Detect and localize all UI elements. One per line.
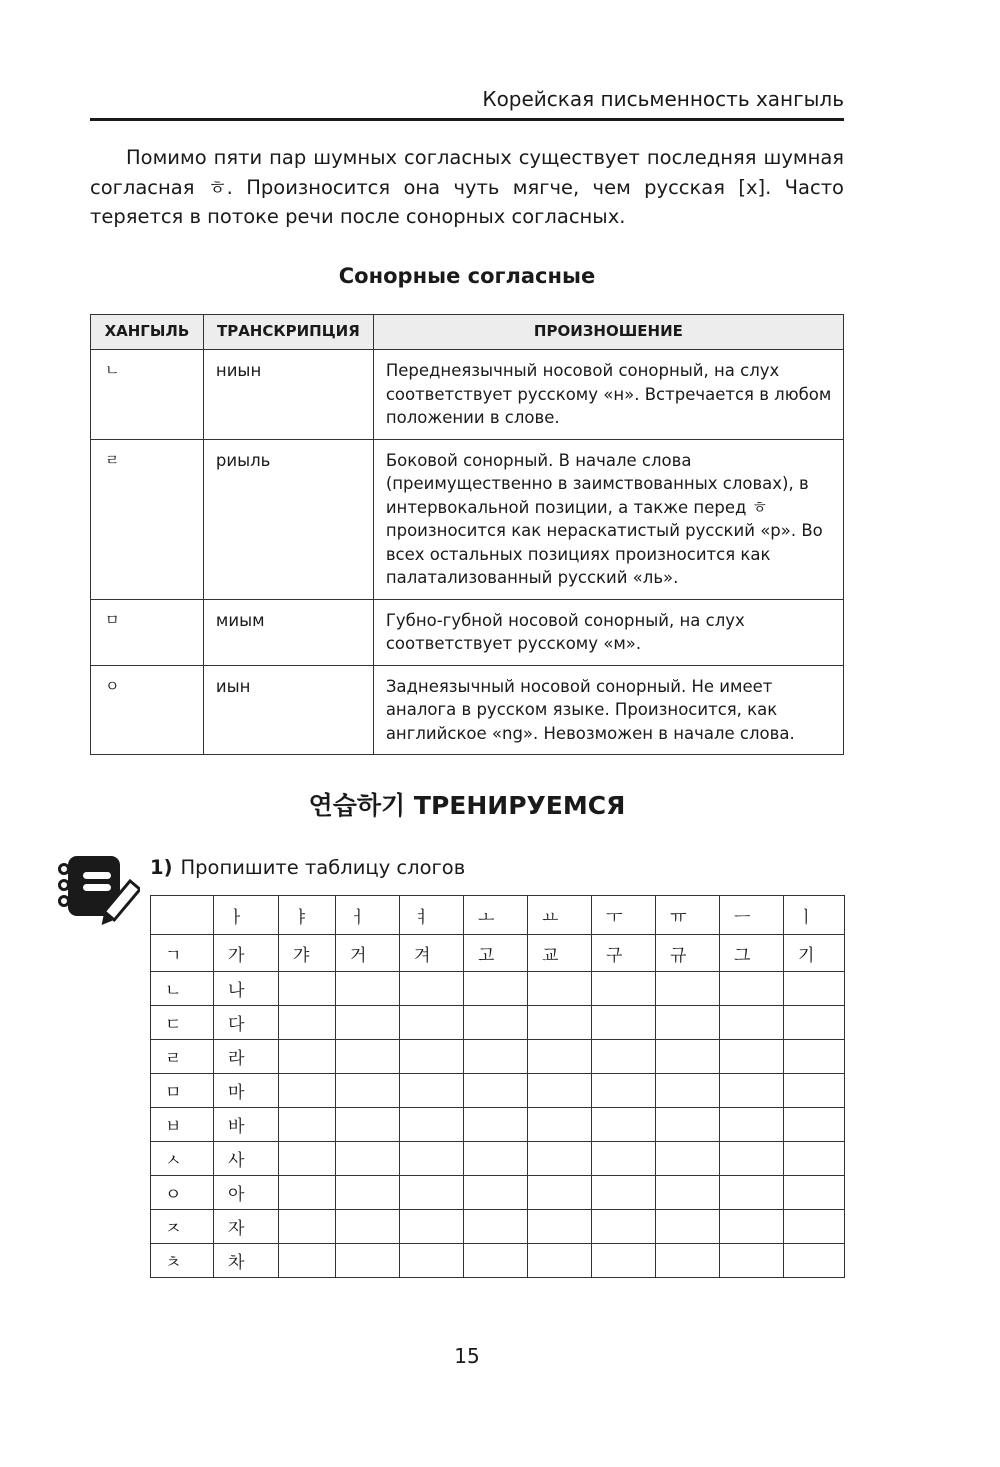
practice-blank-cell	[720, 1176, 784, 1210]
syllable-table	[150, 895, 845, 1278]
practice-blank-cell	[279, 1210, 336, 1244]
pronunciation-cell: Переднеязычный носовой сонорный, на слух соответствует русскому «н». Встречается в любом положении в слове.	[373, 350, 843, 440]
syllable-cell: 차	[214, 1244, 279, 1278]
vowel-header-cell: ㅜ	[592, 896, 656, 935]
practice-blank-cell	[464, 1108, 528, 1142]
practice-blank-cell	[592, 1006, 656, 1040]
practice-blank-cell	[464, 972, 528, 1006]
syllable-row	[151, 1244, 845, 1278]
syllable-cell: 가	[214, 935, 279, 972]
practice-blank-cell	[336, 1108, 400, 1142]
syllable-cell: 마	[214, 1074, 279, 1108]
practice-blank-cell	[592, 1040, 656, 1074]
vowel-header-cell: ㅡ	[720, 896, 784, 935]
practice-blank-cell	[400, 1142, 464, 1176]
practice-blank-cell	[784, 1210, 845, 1244]
syllable-cell: 겨	[400, 935, 464, 972]
table-row	[91, 665, 844, 755]
column-header-pronunciation: ПРОИЗНОШЕНИЕ	[373, 315, 843, 350]
practice-blank-cell	[592, 1108, 656, 1142]
syllable-row	[151, 1210, 845, 1244]
practice-blank-cell	[720, 1244, 784, 1278]
practice-blank-cell	[656, 1244, 720, 1278]
practice-blank-cell	[528, 972, 592, 1006]
task-text: Пропишите таблицу слогов	[180, 856, 466, 879]
consonant-cell: ㅈ	[151, 1210, 214, 1244]
practice-blank-cell	[784, 1074, 845, 1108]
practice-blank-cell	[656, 972, 720, 1006]
practice-blank-cell	[400, 1074, 464, 1108]
consonant-cell: ㅇ	[151, 1176, 214, 1210]
pronunciation-cell: Боковой сонорный. В начале слова (преимущественно в заимствованных словах), в интервокальной позиции, а также перед ㅎ произносится как нераскатистый русский «р». Во всех остальных позициях произносится как палатализованный русский «ль».	[373, 439, 843, 599]
syllable-row	[151, 1176, 845, 1210]
consonant-cell: ㄷ	[151, 1006, 214, 1040]
practice-blank-cell	[336, 1244, 400, 1278]
syllable-cell: 기	[784, 935, 845, 972]
practice-blank-cell	[464, 1142, 528, 1176]
practice-blank-cell	[592, 972, 656, 1006]
transcription-cell: ниын	[203, 350, 373, 440]
transcription-cell: миым	[203, 599, 373, 665]
vowel-header-cell: ㅛ	[528, 896, 592, 935]
consonant-cell: ㅅ	[151, 1142, 214, 1176]
page-number: 15	[454, 1344, 480, 1368]
vowel-header-cell: ㅣ	[784, 896, 845, 935]
practice-blank-cell	[656, 1108, 720, 1142]
consonant-cell: ㄱ	[151, 935, 214, 972]
vowel-header-cell: ㅠ	[656, 896, 720, 935]
practice-blank-cell	[784, 1142, 845, 1176]
hangul-cell: ㄴ	[91, 350, 204, 440]
practice-blank-cell	[528, 1244, 592, 1278]
syllable-cell: 고	[464, 935, 528, 972]
practice-blank-cell	[336, 1176, 400, 1210]
practice-blank-cell	[279, 1142, 336, 1176]
practice-blank-cell	[720, 972, 784, 1006]
syllable-row	[151, 1074, 845, 1108]
consonant-cell: ㄹ	[151, 1040, 214, 1074]
syllable-cell: 그	[720, 935, 784, 972]
practice-blank-cell	[720, 1210, 784, 1244]
practice-blank-cell	[592, 1176, 656, 1210]
syllable-cell: 구	[592, 935, 656, 972]
practice-blank-cell	[784, 1108, 845, 1142]
vowel-header-cell: ㅗ	[464, 896, 528, 935]
transcription-cell: риыль	[203, 439, 373, 599]
practice-blank-cell	[336, 1006, 400, 1040]
syllable-cell: 거	[336, 935, 400, 972]
practice-blank-cell	[720, 1108, 784, 1142]
hangul-cell: ㅇ	[91, 665, 204, 755]
practice-blank-cell	[336, 1074, 400, 1108]
transcription-cell: иын	[203, 665, 373, 755]
syllable-cell: 사	[214, 1142, 279, 1176]
table-row	[91, 599, 844, 665]
practice-blank-cell	[400, 1244, 464, 1278]
syllable-cell: 바	[214, 1108, 279, 1142]
practice-blank-cell	[400, 1006, 464, 1040]
vowel-header-cell: ㅑ	[279, 896, 336, 935]
practice-blank-cell	[656, 1006, 720, 1040]
practice-blank-cell	[720, 1006, 784, 1040]
practice-blank-cell	[592, 1074, 656, 1108]
task-instruction	[150, 853, 465, 883]
practice-blank-cell	[528, 1108, 592, 1142]
practice-blank-cell	[528, 1176, 592, 1210]
practice-blank-cell	[400, 972, 464, 1006]
vowel-header-cell: ㅕ	[400, 896, 464, 935]
syllable-row	[151, 935, 845, 972]
practice-blank-cell	[528, 1210, 592, 1244]
syllable-cell: 자	[214, 1210, 279, 1244]
column-header-transcription: ТРАНСКРИПЦИЯ	[203, 315, 373, 350]
practice-title: 연습하기 ТРЕНИРУЕМСЯ	[308, 791, 626, 820]
practice-blank-cell	[336, 972, 400, 1006]
corner-cell	[151, 896, 214, 935]
practice-blank-cell	[592, 1244, 656, 1278]
practice-blank-cell	[336, 1040, 400, 1074]
task-number: 1)	[150, 856, 173, 879]
vowel-header-row	[151, 896, 845, 935]
practice-blank-cell	[720, 1040, 784, 1074]
syllable-row	[151, 972, 845, 1006]
consonant-cell: ㅂ	[151, 1108, 214, 1142]
syllable-cell: 교	[528, 935, 592, 972]
practice-blank-cell	[279, 1040, 336, 1074]
syllable-cell: 라	[214, 1040, 279, 1074]
practice-blank-cell	[656, 1210, 720, 1244]
sonorants-table	[90, 314, 844, 755]
intro-paragraph: Помимо пяти пар шумных согласных существует последняя шумная согласная ㅎ. Произносится она чуть мягче, чем русская [х]. Часто теряется в потоке речи после сонорных согласных.	[90, 146, 844, 228]
practice-blank-cell	[784, 1006, 845, 1040]
practice-blank-cell	[400, 1210, 464, 1244]
practice-blank-cell	[464, 1006, 528, 1040]
practice-blank-cell	[279, 1244, 336, 1278]
practice-blank-cell	[528, 1074, 592, 1108]
table-row	[91, 439, 844, 599]
practice-blank-cell	[336, 1210, 400, 1244]
practice-blank-cell	[279, 1006, 336, 1040]
practice-blank-cell	[656, 1176, 720, 1210]
syllable-cell: 규	[656, 935, 720, 972]
syllable-row	[151, 1006, 845, 1040]
practice-blank-cell	[656, 1074, 720, 1108]
practice-blank-cell	[720, 1074, 784, 1108]
practice-blank-cell	[400, 1040, 464, 1074]
consonant-cell: ㅊ	[151, 1244, 214, 1278]
practice-blank-cell	[279, 972, 336, 1006]
practice-blank-cell	[528, 1040, 592, 1074]
practice-blank-cell	[400, 1176, 464, 1210]
practice-blank-cell	[279, 1108, 336, 1142]
practice-blank-cell	[464, 1210, 528, 1244]
syllable-cell: 나	[214, 972, 279, 1006]
consonant-cell: ㅁ	[151, 1074, 214, 1108]
practice-blank-cell	[400, 1108, 464, 1142]
practice-blank-cell	[784, 1040, 845, 1074]
practice-blank-cell	[279, 1074, 336, 1108]
sonorants-header-row	[91, 315, 844, 350]
practice-blank-cell	[592, 1210, 656, 1244]
practice-blank-cell	[656, 1040, 720, 1074]
practice-blank-cell	[784, 1176, 845, 1210]
practice-blank-cell	[528, 1006, 592, 1040]
syllable-cell: 아	[214, 1176, 279, 1210]
column-header-hangul: ХАНГЫЛЬ	[91, 315, 204, 350]
syllable-row	[151, 1142, 845, 1176]
hangul-cell: ㄹ	[91, 439, 204, 599]
section-title: Сонорные согласные	[338, 264, 596, 288]
practice-blank-cell	[464, 1074, 528, 1108]
vowel-header-cell: ㅓ	[336, 896, 400, 935]
vowel-header-cell: ㅏ	[214, 896, 279, 935]
practice-blank-cell	[784, 972, 845, 1006]
practice-blank-cell	[464, 1040, 528, 1074]
table-row	[91, 350, 844, 440]
practice-blank-cell	[464, 1176, 528, 1210]
pronunciation-cell: Губно-губной носовой сонорный, на слух соответствует русскому «м».	[373, 599, 843, 665]
practice-blank-cell	[279, 1176, 336, 1210]
practice-blank-cell	[592, 1142, 656, 1176]
running-header: Корейская письменность хангыль	[90, 84, 844, 121]
consonant-cell: ㄴ	[151, 972, 214, 1006]
syllable-cell: 다	[214, 1006, 279, 1040]
syllable-row	[151, 1108, 845, 1142]
practice-blank-cell	[528, 1142, 592, 1176]
syllable-row	[151, 1040, 845, 1074]
practice-blank-cell	[720, 1142, 784, 1176]
notebook-pencil-icon	[58, 852, 140, 934]
pronunciation-cell: Заднеязычный носовой сонорный. Не имеет аналога в русском языке. Произносится, как английское «ng». Невозможен в начале слова.	[373, 665, 843, 755]
practice-blank-cell	[656, 1142, 720, 1176]
syllable-cell: 갸	[279, 935, 336, 972]
hangul-cell: ㅁ	[91, 599, 204, 665]
practice-blank-cell	[784, 1244, 845, 1278]
practice-blank-cell	[336, 1142, 400, 1176]
practice-blank-cell	[464, 1244, 528, 1278]
